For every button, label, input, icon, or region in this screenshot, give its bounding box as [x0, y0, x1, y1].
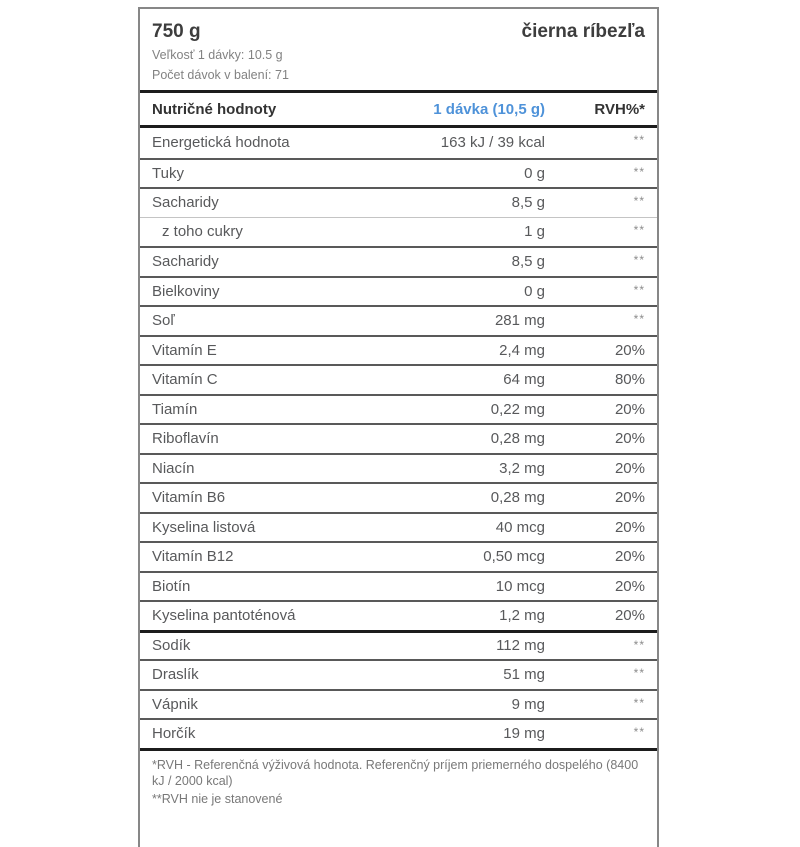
nutrient-rvh-percent: 80%: [614, 371, 645, 389]
nutrient-rvh-percent: **: [633, 222, 645, 237]
nutrient-name: Vápnik: [152, 695, 198, 713]
nutrient-value: 1 g: [524, 223, 545, 241]
nutrient-name: Sacharidy: [152, 194, 219, 212]
column-header-nutrient: Nutričné hodnoty: [152, 100, 277, 118]
nutrient-value: 19 mg: [503, 725, 545, 743]
nutrient-name: Draslík: [152, 666, 199, 684]
table-row: [140, 718, 657, 748]
product-flavor: čierna ríbezľa: [521, 21, 645, 42]
table-row: [140, 423, 657, 453]
column-header-rvh: RVH%*: [594, 100, 645, 118]
footnote-rvh-definition: *RVH - Referenčná výživová hodnota. Referenčný príjem priemerného dospelého (8400 kJ / 2000 kcal): [152, 757, 639, 788]
footnotes: [140, 748, 657, 813]
nutrient-name: Bielkoviny: [152, 282, 220, 300]
nutrient-rvh-percent: 20%: [614, 607, 645, 625]
table-row: [140, 158, 657, 188]
nutrient-name: z toho cukry: [162, 223, 243, 241]
nutrient-value: 1,2 mg: [499, 607, 545, 625]
table-row: [140, 659, 657, 689]
footnote-rvh-not-set: **RVH nie je stanovené: [152, 791, 283, 806]
nutrient-value: 51 mg: [503, 666, 545, 684]
nutrient-rvh-percent: 20%: [614, 341, 645, 359]
column-header-per-serving: 1 dávka (10,5 g): [433, 100, 545, 118]
table-row: [140, 689, 657, 719]
nutrition-label: [138, 7, 659, 847]
servings-per-pack-text: Počet dávok v balení: 71: [152, 68, 289, 82]
nutrient-rvh-percent: **: [633, 133, 645, 147]
nutrient-name: Niacín: [152, 459, 195, 477]
label-title-row: [152, 20, 645, 44]
nutrient-rvh-percent: 20%: [614, 548, 645, 566]
nutrition-table-body: [140, 128, 657, 748]
nutrient-value: 0,22 mg: [490, 400, 545, 418]
nutrient-value: 8,5 g: [511, 194, 545, 212]
product-weight: 750 g: [152, 21, 201, 42]
nutrient-value: 8,5 g: [511, 253, 545, 271]
nutrient-rvh-percent: 20%: [614, 400, 645, 418]
nutrient-name: Energetická hodnota: [152, 134, 290, 152]
table-row: [140, 482, 657, 512]
nutrient-rvh-percent: **: [633, 725, 645, 739]
nutrient-name: Kyselina pantoténová: [152, 607, 296, 625]
nutrient-name: Sodík: [152, 637, 191, 655]
nutrient-value: 281 mg: [494, 312, 545, 330]
nutrient-rvh-percent: **: [633, 253, 645, 267]
nutrient-value: 64 mg: [503, 371, 545, 389]
table-row: [140, 453, 657, 483]
nutrient-value: 0,28 mg: [490, 430, 545, 448]
table-row: [140, 630, 657, 660]
nutrient-name: Soľ: [152, 312, 175, 330]
nutrient-value: 0,28 mg: [490, 489, 545, 507]
nutrient-name: Vitamín E: [152, 341, 217, 359]
nutrient-rvh-percent: **: [633, 312, 645, 326]
nutrient-rvh-percent: 20%: [614, 430, 645, 448]
table-row: [140, 305, 657, 335]
table-row: [140, 541, 657, 571]
nutrient-name: Vitamín B12: [152, 548, 234, 566]
nutrient-rvh-percent: **: [633, 637, 645, 652]
table-row: [140, 512, 657, 542]
nutrient-value: 2,4 mg: [499, 341, 545, 359]
nutrient-name: Vitamín B6: [152, 489, 226, 507]
nutrient-name: Vitamín C: [152, 371, 218, 389]
table-row: [140, 187, 657, 217]
nutrient-rvh-percent: 20%: [614, 489, 645, 507]
nutrient-value: 0 g: [524, 164, 545, 182]
nutrient-value: 163 kJ / 39 kcal: [440, 134, 545, 152]
nutrient-name: Kyselina listová: [152, 518, 256, 536]
table-row: [140, 246, 657, 276]
table-row: [140, 364, 657, 394]
table-header-row: [140, 93, 657, 128]
table-row: [140, 276, 657, 306]
table-row: [140, 394, 657, 424]
nutrient-value: 40 mcg: [495, 518, 545, 536]
nutrient-name: Tuky: [152, 164, 184, 182]
label-header: [140, 9, 657, 93]
nutrient-value: 112 mg: [496, 637, 545, 655]
nutrient-value: 9 mg: [511, 695, 545, 713]
table-row: [140, 600, 657, 630]
nutrient-rvh-percent: **: [633, 282, 645, 297]
table-row: [140, 217, 657, 247]
nutrient-name: Sacharidy: [152, 253, 219, 271]
nutrient-rvh-percent: **: [633, 695, 645, 710]
table-row: [140, 571, 657, 601]
nutrient-name: Horčík: [152, 725, 196, 743]
table-row: [140, 335, 657, 365]
nutrient-rvh-percent: 20%: [614, 518, 645, 536]
nutrient-rvh-percent: 20%: [614, 577, 645, 595]
nutrient-rvh-percent: **: [633, 666, 645, 680]
table-row: [140, 128, 657, 158]
nutrient-rvh-percent: **: [633, 194, 645, 208]
nutrient-value: 0 g: [524, 282, 545, 300]
nutrient-value: 3,2 mg: [499, 459, 545, 477]
nutrient-rvh-percent: 20%: [614, 459, 645, 477]
nutrient-name: Biotín: [152, 577, 191, 595]
nutrient-name: Riboflavín: [152, 430, 219, 448]
nutrient-value: 10 mcg: [495, 577, 545, 595]
nutrient-rvh-percent: **: [633, 164, 645, 179]
serving-size-text: Veľkosť 1 dávky: 10.5 g: [152, 48, 283, 62]
nutrient-name: Tiamín: [152, 400, 198, 418]
nutrient-value: 0,50 mcg: [483, 548, 545, 566]
